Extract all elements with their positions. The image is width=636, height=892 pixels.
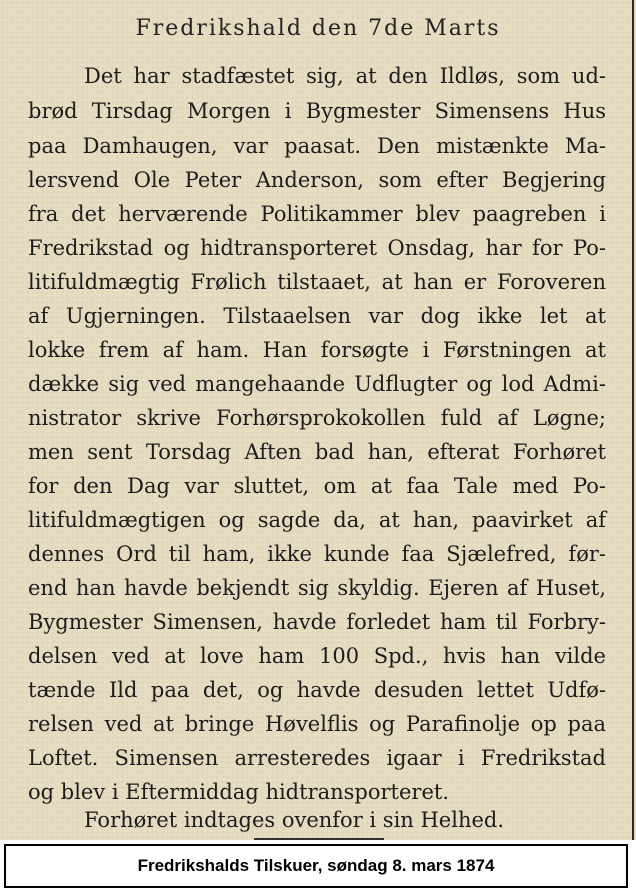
article-headline: Fredrikshald den 7de Marts	[135, 16, 501, 41]
article-closing-line: Forhøret indtages ovenfor i sin Helhed.	[84, 808, 505, 832]
article-line: Fredrikstad og hidtransporteret Onsdag, har for Po-	[28, 236, 606, 260]
article-line: Det har stadfæstet sig, at den Ildløs, som ud-	[84, 64, 606, 88]
source-caption	[4, 844, 628, 888]
article-line: nistrator skrive Forhørsprokokollen fuld af Løgne;	[28, 406, 606, 430]
article-line: for den Dag var sluttet, om at faa Tale med Po-	[28, 474, 606, 498]
article-line: paa Damhaugen, var paasat. Den mistænkte Ma-	[28, 134, 606, 158]
article-line: af Ugjerningen. Tilstaaelsen var dog ikke let at	[28, 304, 606, 328]
article-line: lersvend Ole Peter Anderson, som efter Begjering	[28, 168, 606, 192]
article-line: brød Tirsdag Morgen i Bygmester Simensens Hus	[28, 99, 606, 123]
article-line: dennes Ord til ham, ikke kunde faa Sjælefred, før-	[28, 542, 606, 566]
article-line: dække sig ved mangehaande Udflugter og lod Admi-	[28, 372, 606, 396]
page-edge-divider	[632, 0, 634, 840]
article-line: fra det herværende Politikammer blev paagreben i	[28, 202, 606, 226]
source-caption-text: Fredrikshalds Tilskuer, søndag 8. mars 1874	[137, 856, 495, 875]
article-line: men sent Torsdag Aften bad han, efterat Forhøret	[28, 440, 606, 464]
article-line: Bygmester Simensen, havde forledet ham til Forbry-	[28, 610, 606, 634]
article-line: litifuldmægtigen og sagde da, at han, paavirket af	[28, 508, 606, 532]
article-line: relsen ved at bringe Høvelflis og Parafinolje op paa	[28, 712, 606, 736]
section-divider	[254, 838, 384, 840]
article-line: delsen ved at love ham 100 Spd., hvis han vilde	[28, 644, 606, 668]
article-line: og blev i Eftermiddag hidtransporteret.	[28, 780, 449, 804]
article-line: tænde Ild paa det, og havde desuden lettet Udfø-	[28, 678, 606, 702]
article-line: lokke frem af ham. Han forsøgte i Førstningen at	[28, 338, 606, 362]
article-line: end han havde bekjendt sig skyldig. Ejeren af Huset,	[28, 576, 606, 600]
article-line: litifuldmægtig Frølich tilstaaet, at han er Foroveren	[28, 270, 606, 294]
article-line: Loftet. Simensen arresteredes igaar i Fredrikstad	[28, 746, 606, 770]
